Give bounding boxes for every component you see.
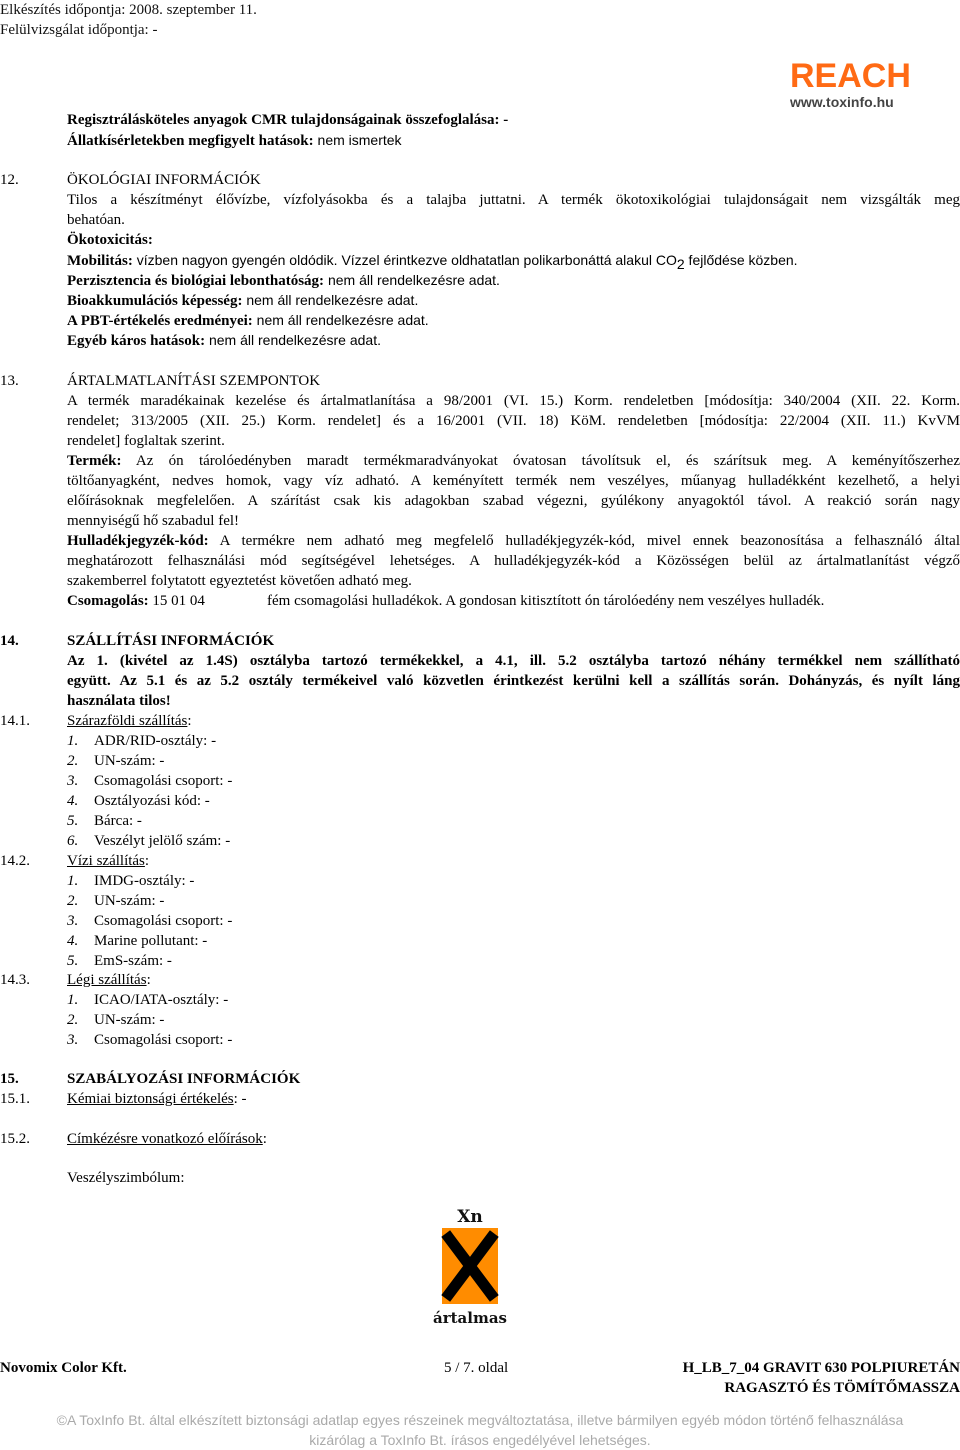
mobility-detail: Vízzel érintkezve oldhatatlan polikarbonáttá alakul CO	[337, 252, 677, 268]
product-line: töltőanyagként, nedves homok, vagy víz adható. A keményített termék nem veszélyes, műanyag hulladékként kezelhető, a helyi	[67, 473, 960, 489]
list-item: 2. UN-szám: -	[67, 753, 165, 769]
air-transport-heading: Légi szállítás:	[67, 972, 151, 988]
copyright-line: kizárólag a ToxInfo Bt. írásos engedélyével lehetséges.	[309, 1432, 651, 1448]
regulation-line: rendelet; 313/2005 (XII. 25.) Korm. rendelet] és a 16/2001 (VII. 18) KöM. rendeletben [módosítja: 22/2004 (XII. 11.) KvVM	[67, 413, 960, 429]
product-line: Az ón tárolóedényben maradt termékmaradványokat óvatosan távolítsuk el, és szárítsuk meg. A keményítőszerhez	[121, 453, 960, 469]
logo-url: www.toxinfo.hu	[790, 94, 894, 110]
waste-code-label: Hulladékjegyzék-kód:	[67, 533, 209, 549]
bioaccumulation-line	[67, 290, 418, 311]
bioaccumulation-value: nem áll rendelkezésre adat.	[242, 292, 419, 308]
xn-hazard-icon	[418, 1204, 522, 1328]
packaging-line	[67, 591, 205, 611]
product-line: előírásoknak megfelelően. A szárítást csak kis adagokban szabad végezni, gyúlékony anyagoktól távol. A reakció során nagy	[67, 493, 960, 509]
xn-harmful-symbol	[418, 1204, 522, 1328]
section-15-title: SZABÁLYOZÁSI INFORMÁCIÓK	[67, 1071, 301, 1087]
footer-page-number: 5 / 7. oldal	[444, 1360, 509, 1376]
packaging-description: fém csomagolási hulladékok. A gondosan kitisztított ón tárolóedény nem veszélyes hulladék.	[267, 593, 825, 609]
footer-product-line: RAGASZTÓ ÉS TÖMÍTŐMASSZA	[724, 1380, 960, 1396]
chem-safety-value: -	[237, 1091, 247, 1107]
transport-note-line: használata tilos!	[67, 693, 171, 709]
list-item: 2. UN-szám: -	[67, 893, 165, 909]
product-line: mennyiségű hő szabadul fel!	[67, 513, 240, 529]
chem-safety-title: Kémiai biztonsági értékelés	[67, 1091, 234, 1107]
document-header	[0, 0, 257, 40]
labelling-title: Címkézésre vonatkozó előírások	[67, 1131, 263, 1147]
animal-test-value: nem ismertek	[313, 132, 402, 148]
persistence-value: nem áll rendelkezésre adat.	[324, 272, 500, 288]
list-item: 6. Veszélyt jelölő szám: -	[67, 833, 231, 849]
section-12-title: ÖKOLÓGIAI INFORMÁCIÓK	[67, 172, 261, 188]
list-item: 4. Osztályozási kód: -	[67, 793, 210, 809]
list-item: 3. Csomagolási csoport: -	[67, 913, 233, 929]
animal-test-effects	[67, 130, 402, 151]
packaging-code: 15 01 04	[148, 593, 205, 609]
list-item: 2. UN-szám: -	[67, 1012, 165, 1028]
section-14-number: 14.	[0, 633, 19, 649]
labelling-heading: Címkézésre vonatkozó előírások:	[67, 1131, 267, 1147]
waste-code-line: szakemberrel folytatott egyeztetést követően adható meg.	[67, 573, 412, 589]
cmr-summary: Regisztrálásköteles anyagok CMR tulajdonságainak összefoglalása: -	[67, 112, 509, 128]
section-13-number: 13.	[0, 373, 19, 389]
list-item: 5. EmS-szám: -	[67, 953, 172, 969]
labelling-number: 15.2.	[0, 1131, 30, 1147]
co2-subscript: 2	[676, 256, 685, 272]
waste-code-line: A termékre nem adható meg megfelelő hulladékjegyzék-kód, mivel ennek beazonosítása a felhasználó által	[208, 533, 960, 549]
water-transport-number: 14.2.	[0, 853, 30, 869]
pbt-line	[67, 310, 429, 331]
air-transport-number: 14.3.	[0, 972, 30, 988]
list-item: 1. IMDG-osztály: -	[67, 873, 195, 889]
land-transport-title: Szárazföldi szállítás	[67, 713, 188, 729]
pbt-label: A PBT-értékelés eredményei:	[67, 313, 253, 329]
air-transport-title: Légi szállítás	[67, 972, 147, 988]
intro-line: Tilos a készítményt élővízbe, vízfolyásokba és a talajba juttatni. A termék ökotoxikológiai tulajdonságait nem vizsgálták meg	[67, 192, 960, 208]
disposal-regulation	[67, 391, 960, 451]
svg-text:Xn: Xn	[457, 1207, 483, 1227]
other-effects-line	[67, 330, 381, 351]
footer-company: Novomix Color Kft.	[0, 1360, 127, 1376]
persistence-line	[67, 270, 500, 291]
product-label: Termék:	[67, 453, 122, 469]
regulation-line: rendelet] foglaltak szerint.	[67, 433, 225, 449]
svg-text:ártalmas: ártalmas	[432, 1309, 508, 1327]
mobility-value: vízben nagyon gyengén oldódik.	[132, 252, 338, 268]
list-item: 3. Csomagolási csoport: -	[67, 1032, 233, 1048]
section-12-number: 12.	[0, 172, 19, 188]
footer-product	[683, 1358, 960, 1398]
land-transport-heading: Szárazföldi szállítás:	[67, 713, 192, 729]
regulation-line: A termék maradékainak kezelése és ártalmatlanítása a 98/2001 (VI. 15.) Korm. rendeletben [módosítja: 340/2004 (XII. 22. Korm.	[67, 393, 960, 409]
transport-note	[67, 651, 960, 711]
list-item: 3. Csomagolási csoport: -	[67, 773, 233, 789]
section-14-title: SZÁLLÍTÁSI INFORMÁCIÓK	[67, 633, 275, 649]
chem-safety-heading: Kémiai biztonsági értékelés: -	[67, 1091, 247, 1107]
section-13-title: ÁRTALMATLANÍTÁSI SZEMPONTOK	[67, 373, 321, 389]
chem-safety-number: 15.1.	[0, 1091, 30, 1107]
intro-line: behatóan.	[67, 212, 125, 228]
other-effects-label: Egyéb káros hatások:	[67, 333, 206, 349]
footer-product-line: H_LB_7_04 GRAVIT 630 POLPIURETÁN	[682, 1360, 960, 1376]
animal-test-label: Állatkísérletekben megfigyelt hatások:	[67, 133, 314, 149]
section-12-intro	[67, 190, 960, 230]
mobility-label: Mobilitás:	[67, 253, 133, 269]
copyright-notice	[0, 1410, 960, 1450]
list-item: 5. Bárca: -	[67, 813, 142, 829]
water-transport-heading: Vízi szállítás:	[67, 853, 150, 869]
product-disposal	[67, 451, 960, 531]
created-date: Elkészítés időpontja: 2008. szeptember 11.	[0, 2, 257, 18]
reach-logo	[784, 58, 960, 112]
water-transport-title: Vízi szállítás	[67, 853, 145, 869]
list-item: 1. ADR/RID-osztály: -	[67, 733, 217, 749]
transport-note-line: együtt. Az 5.1 és az 5.2 osztály termékeivel való közvetlen érintkezést kerülni kell a szállítás során. Dohányzás, és nyílt láng	[67, 673, 960, 689]
land-transport-number: 14.1.	[0, 713, 30, 729]
pbt-value: nem áll rendelkezésre adat.	[252, 312, 429, 328]
list-item: 1. ICAO/IATA-osztály: -	[67, 992, 229, 1008]
logo-wordmark: REACH	[790, 57, 911, 95]
ecotoxicity-heading: Ökotoxicitás:	[67, 232, 153, 248]
transport-note-line: Az 1. (kivétel az 1.4S) osztályba tartozó termékekkel, a 4.1, ill. 5.2 osztályba tartozó néhány termékkel nem szállítható	[67, 653, 960, 669]
hazard-symbol-label: Veszélyszimbólum:	[67, 1170, 185, 1186]
packaging-label: Csomagolás:	[67, 593, 149, 609]
other-effects-value: nem áll rendelkezésre adat.	[205, 332, 381, 348]
revision-date: Felülvizsgálat időpontja: -	[0, 22, 158, 38]
waste-code	[67, 531, 960, 591]
mobility-detail-end: fejlődése közben.	[684, 252, 798, 268]
waste-code-line: meghatározott felhasználási mód segítségével lehetséges. A hulladékjegyzék-kód a Közösségen belül az ártalmatlanítást végző	[67, 553, 960, 569]
persistence-label: Perzisztencia és biológiai lebonthatóság:	[67, 273, 325, 289]
list-item: 4. Marine pollutant: -	[67, 933, 208, 949]
mobility-line	[67, 250, 798, 271]
bioaccumulation-label: Bioakkumulációs képesség:	[67, 293, 243, 309]
copyright-line: ©A ToxInfo Bt. által elkészített biztonsági adatlap egyes részeinek megváltoztatása, illetve bármilyen egyéb módon történő felhasználása	[56, 1412, 904, 1428]
section-15-number: 15.	[0, 1071, 19, 1087]
